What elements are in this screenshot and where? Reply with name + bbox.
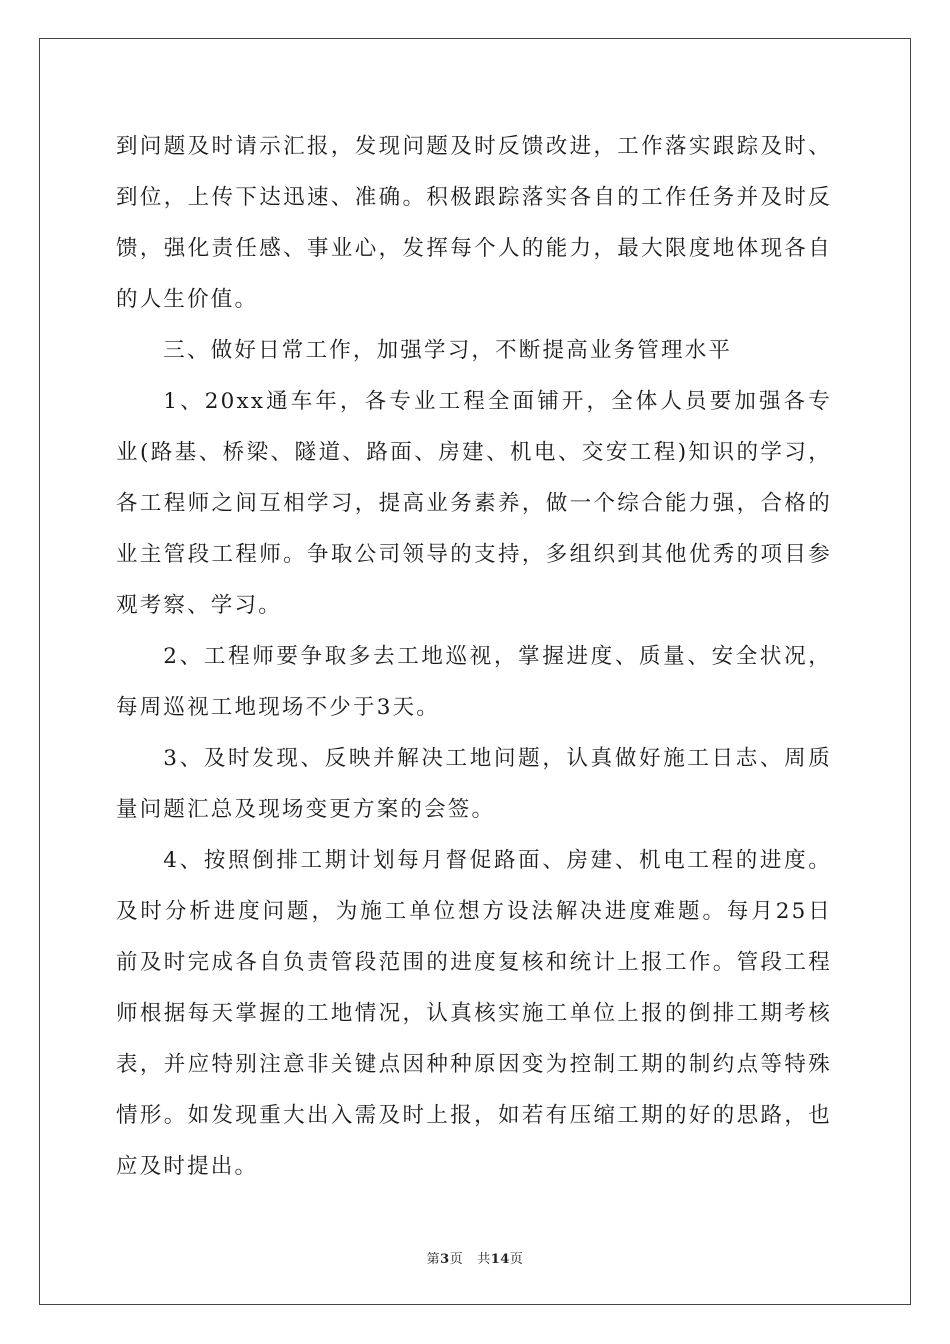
paragraph-item-4: 4、按照倒排工期计划每月督促路面、房建、机电工程的进度。及时分析进度问题，为施工单位想方设法解决进度难题。每月25日前及时完成各自负责管段范围的进度复核和统计上报工作。管段工程师根据每天掌握的工地情况，认真核实施工单位上报的倒排工期考核表，并应特别注意非关键点因种种原因变为控制工期的制约点等特殊情形。如发现重大出入需及时上报，如若有压缩工期的好的思路，也应及时提出。 <box>116 848 832 1179</box>
page-suffix: 页 <box>449 1252 464 1267</box>
document-body <box>116 121 832 1192</box>
paragraph-item-3: 3、及时发现、反映并解决工地问题，认真做好施工日志、周质量问题汇总及现场变更方案的会签。 <box>116 746 832 822</box>
total-suffix: 页 <box>509 1252 524 1267</box>
section-heading: 三、做好日常工作，加强学习，不断提高业务管理水平 <box>163 338 733 363</box>
page-total: 14 <box>490 1252 510 1267</box>
paragraph-item-2: 2、工程师要争取多去工地巡视，掌握进度、质量、安全状况，每周巡视工地现场不少于3天。 <box>116 644 832 720</box>
paragraph-item-1: 1、20xx通车年，各专业工程全面铺开，全体人员要加强各专业(路基、桥梁、隧道、路面、房建、机电、交安工程)知识的学习，各工程师之间互相学习，提高业务素养，做一个综合能力强，合格的业主管段工程师。争取公司领导的支持，多组织到其他优秀的项目参观考察、学习。 <box>116 389 832 618</box>
total-prefix: 共 <box>477 1252 491 1267</box>
paragraph-continuation: 到问题及时请示汇报，发现问题及时反馈改进，工作落实跟踪及时、到位，上传下达迅速、准确。积极跟踪落实各自的工作任务并及时反馈，强化责任感、事业心，发挥每个人的能力，最大限度地体现各自的人生价值。 <box>116 134 832 312</box>
page-footer <box>0 1248 950 1267</box>
page-current: 3 <box>440 1252 450 1267</box>
page-prefix: 第 <box>426 1252 441 1267</box>
